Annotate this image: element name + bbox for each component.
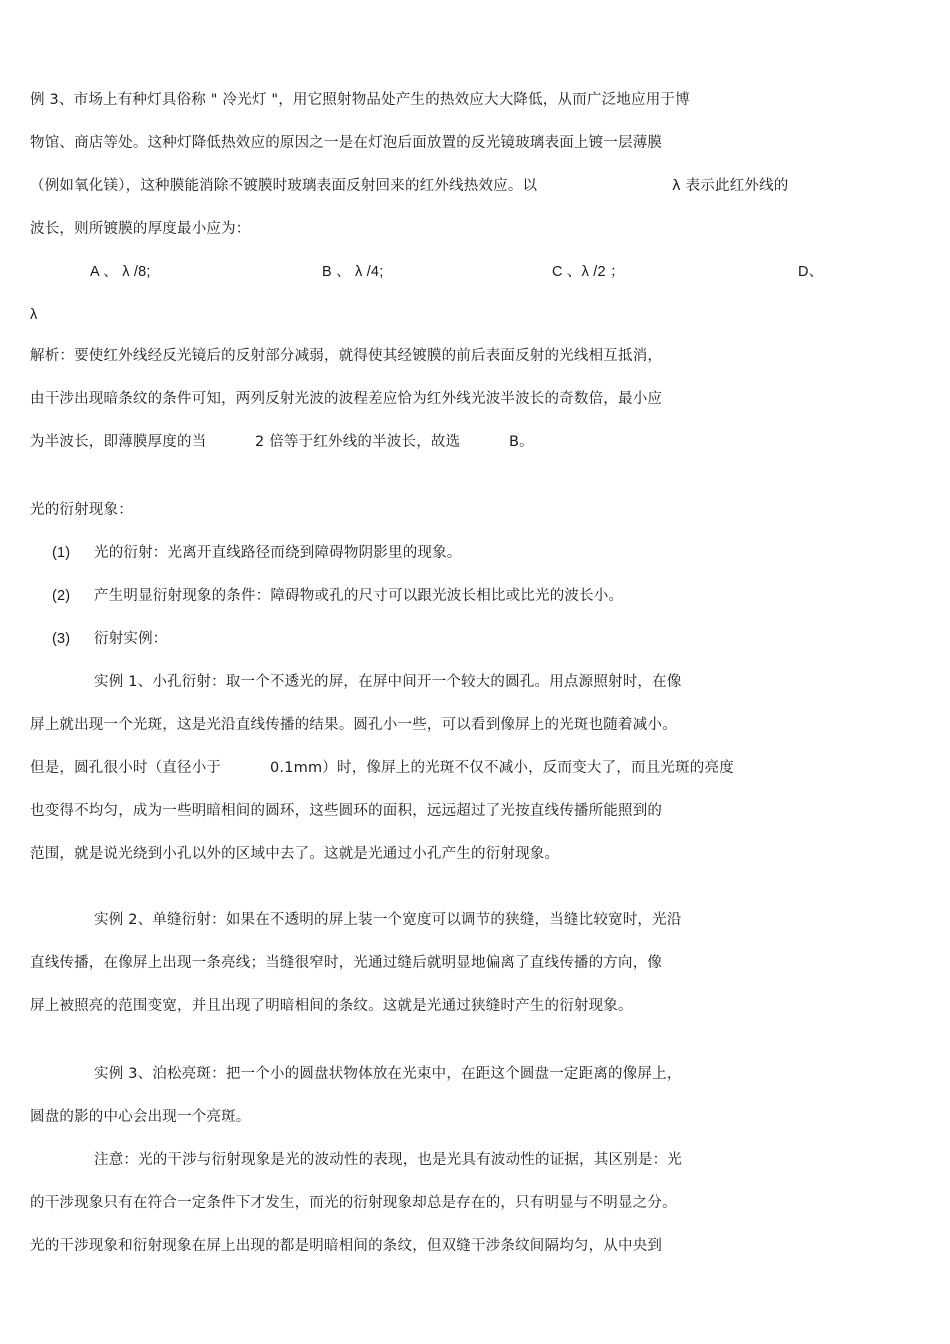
option-d-value: λ bbox=[30, 307, 38, 323]
example3-poisson-line2: 圆盘的影的中心会出现一个亮斑。 bbox=[30, 1109, 251, 1125]
example3-line3a: （例如氧化镁），这种膜能消除不镀膜时玻璃表面反射回来的红外线热效应。以 bbox=[30, 178, 538, 194]
example3-line4: 波长，则所镀膜的厚度最小应为： bbox=[30, 221, 251, 237]
example3-line1: 例 3、市场上有种灯具俗称 " 冷光灯 "，用它照射物品处产生的热效应大大降低，从而广泛地应用于博 bbox=[30, 92, 690, 108]
example1-line2: 屏上就出现一个光斑，这是光沿直线传播的结果。圆孔小一些，可以看到像屏上的光斑也随着减小。 bbox=[30, 717, 677, 733]
analysis-line2: 由干涉出现暗条纹的条件可知，两列反射光波的波程差应恰为红外线光波半波长的奇数倍，最小应 bbox=[30, 391, 663, 407]
diffraction-heading: 光的衍射现象： bbox=[30, 502, 133, 518]
item3-number: (3) bbox=[52, 631, 71, 647]
item2-number: (2) bbox=[52, 588, 71, 604]
note-line1: 注意：光的干涉与衍射现象是光的波动性的表现，也是光具有波动性的证据，其区别是：光 bbox=[94, 1152, 682, 1168]
item3-text: 衍射实例： bbox=[94, 631, 168, 647]
option-b: B 、 λ /4; bbox=[322, 264, 384, 280]
option-c: C 、λ /2 ； bbox=[552, 264, 625, 280]
analysis-line3a: 为半波长，即薄膜厚度的当 bbox=[30, 434, 207, 450]
example3-line2: 物馆、商店等处。这种灯降低热效应的原因之一是在灯泡后面放置的反光镜玻璃表面上镀一层薄膜 bbox=[30, 135, 663, 151]
analysis-line3b: 2 倍等于红外线的半波长，故选 bbox=[255, 434, 461, 450]
example2-line2: 直线传播，在像屏上出现一条亮线；当缝很窄时，光通过缝后就明显地偏离了直线传播的方向，像 bbox=[30, 955, 663, 971]
note-line2: 的干涉现象只有在符合一定条件下才发生，而光的衍射现象却总是存在的，只有明显与不明显之分。 bbox=[30, 1195, 677, 1211]
note-line3: 光的干涉现象和衍射现象在屏上出现的都是明暗相间的条纹，但双缝干涉条纹间隔均匀，从中央到 bbox=[30, 1238, 663, 1254]
example2-line1: 实例 2、单缝衍射：如果在不透明的屏上装一个宽度可以调节的狭缝，当缝比较宽时，光沿 bbox=[94, 912, 682, 928]
option-d: D、 bbox=[798, 264, 824, 280]
example1-line4: 也变得不均匀，成为一些明暗相间的圆环，这些圆环的面积，远远超过了光按直线传播所能照到的 bbox=[30, 803, 663, 819]
example1-line3b: 0.1mm）时，像屏上的光斑不仅不减小，反而变大了，而且光斑的亮度 bbox=[270, 760, 734, 776]
example3-line3b: λ 表示此红外线的 bbox=[672, 178, 789, 194]
example1-line3a: 但是，圆孔很小时（直径小于 bbox=[30, 760, 222, 776]
analysis-line1: 解析：要使红外线经反光镜后的反射部分减弱，就得使其经镀膜的前后表面反射的光线相互抵消， bbox=[30, 348, 663, 364]
example1-line1: 实例 1、小孔衍射：取一个不透光的屏，在屏中间开一个较大的圆孔。用点源照射时，在像 bbox=[94, 674, 682, 690]
example2-line3: 屏上被照亮的范围变宽，并且出现了明暗相间的条纹。这就是光通过狭缝时产生的衍射现象。 bbox=[30, 998, 633, 1014]
option-a: A 、 λ /8; bbox=[90, 264, 151, 280]
item1-text: 光的衍射：光离开直线路径而绕到障碍物阴影里的现象。 bbox=[94, 545, 462, 561]
example3-poisson-line1: 实例 3、泊松亮斑：把一个小的圆盘状物体放在光束中，在距这个圆盘一定距离的像屏上， bbox=[94, 1066, 682, 1082]
item2-text: 产生明显衍射现象的条件：障碍物或孔的尺寸可以跟光波长相比或比光的波长小。 bbox=[94, 588, 624, 604]
example1-line5: 范围，就是说光绕到小孔以外的区域中去了。这就是光通过小孔产生的衍射现象。 bbox=[30, 846, 560, 862]
analysis-answer: B。 bbox=[509, 434, 534, 450]
item1-number: (1) bbox=[52, 545, 71, 561]
